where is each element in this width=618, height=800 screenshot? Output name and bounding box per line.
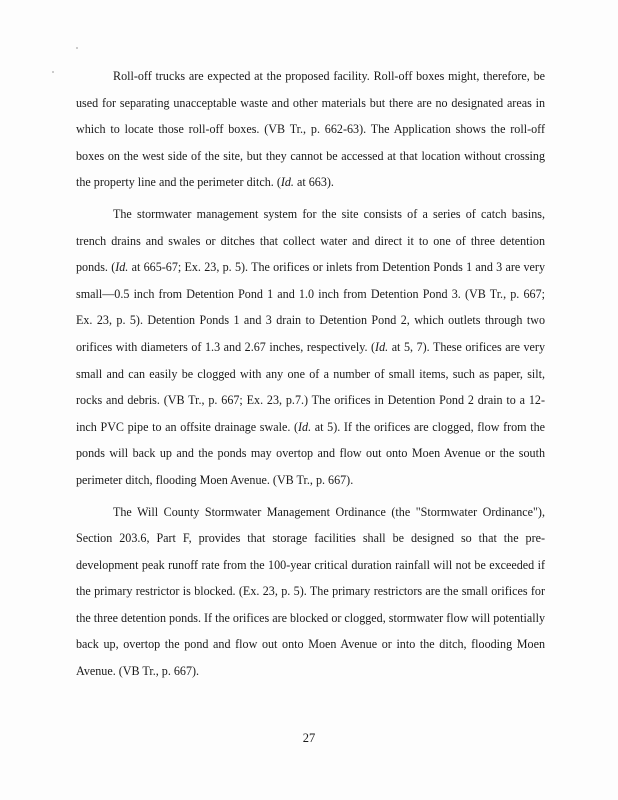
- citation-italic: Id.: [115, 260, 129, 275]
- paragraph-text: at 5, 7). These orifices are very small and can easily be clogged with any one of a number of small items, such as paper, silt, rocks and debris. (VB Tr., p. 667; Ex. 23, p.7.) The orifices in Detention Pond 2 drain to a 12-inch PVC pipe to an offsite drainage swale. (: [76, 339, 545, 434]
- scan-speck: [52, 71, 54, 73]
- paragraph-text: at 665-67; Ex. 23, p. 5). The orifices or inlets from Detention Ponds 1 and 3 are very small—0.5 inch from Detention Pond 1 and 1.0 inch from Detention Pond 3. (VB Tr., p. 667; Ex. 23, p. 5). Detention Ponds 1 and 3 drain to Detention Pond 2, which outlets through two orifices with diameters of 1.3 and 2.67 inches, respectively. (: [76, 260, 545, 354]
- paragraph-text: at 663).: [293, 175, 334, 190]
- page-number: 27: [302, 731, 316, 745]
- paragraph-text: at 5). If the orifices are clogged, flow from the ponds will back up and the ponds may overtop and flow out onto Moen Avenue or the south perimeter ditch, flooding Moen Avenue. (VB Tr., p. 667).: [76, 419, 545, 487]
- paragraph-text: The stormwater management system for the site consists of a series of catch basins, trench drains and swales or ditches that collect water and direct it to one of three detention ponds. (: [76, 206, 545, 275]
- paragraph: [76, 499, 545, 685]
- citation-italic: Id.: [298, 419, 312, 434]
- scan-speck: [76, 47, 78, 49]
- citation-italic: Id.: [375, 339, 389, 354]
- paragraph: [76, 201, 545, 494]
- paragraph-text: The Will County Stormwater Management Ordinance (the "Stormwater Ordinance"), Section 203.6, Part F, provides that storage facilities shall be designed so that the pre-development peak runoff rate from the 100-year critical duration rainfall will not be exceeded if the primary restrictor is blocked. (Ex. 23, p. 5). The primary restrictors are the small orifices for the three detention ponds. If the orifices are blocked or clogged, stormwater flow will potentially back up, overtop the pond and flow out onto Moen Avenue or into the ditch, flooding Moen Avenue. (VB Tr., p. 667).: [76, 504, 545, 679]
- document-body: [76, 63, 545, 690]
- paragraph-text: Roll-off trucks are expected at the proposed facility. Roll-off boxes might, therefore, be used for separating unacceptable waste and other materials but there are no designated areas in which to locate those roll-off boxes. (VB Tr., p. 662-63). The Application shows the roll-off boxes on the west side of the site, but they cannot be accessed at that location without crossing the property line and the perimeter ditch. (: [76, 69, 545, 190]
- paragraph: [76, 63, 545, 196]
- citation-italic: Id.: [280, 175, 294, 190]
